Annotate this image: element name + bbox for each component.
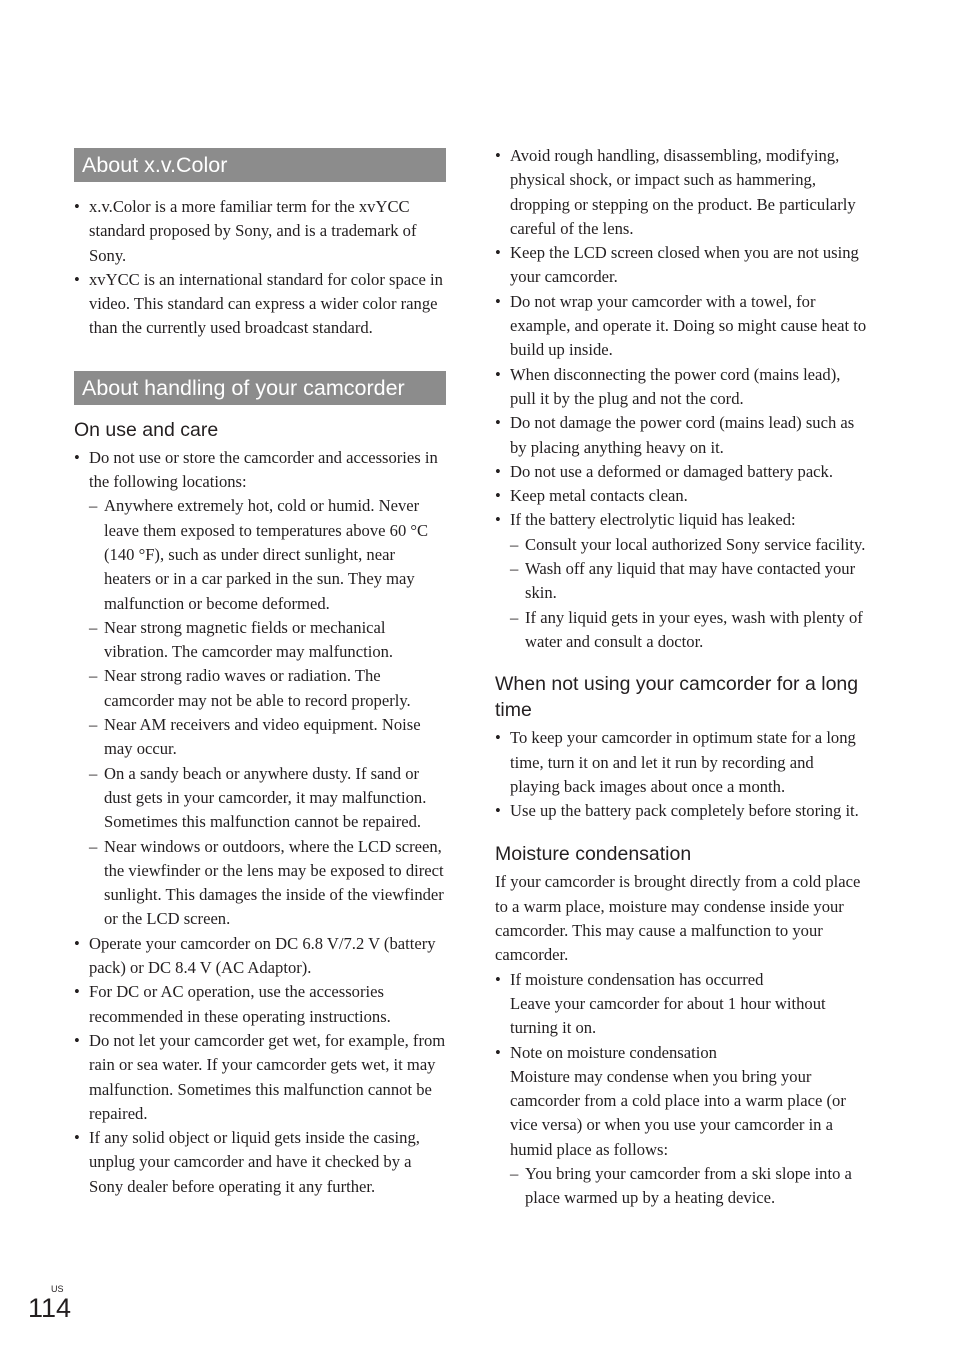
subhead-use-and-care: On use and care xyxy=(74,418,219,441)
list-item: – If any liquid gets in your eyes, wash with plenty of water and consult a doctor. xyxy=(510,606,867,655)
left-column xyxy=(74,0,446,1199)
not-using-list xyxy=(495,726,867,823)
list-item: – Near strong magnetic fields or mechanical vibration. The camcorder may malfunction. xyxy=(89,616,446,665)
note-body: Moisture may condense when you bring your camcorder from a cold place into a warm place (or vice versa) or when you use your camcorder in a humid place as follows: xyxy=(510,1066,846,1159)
list-item: • Avoid rough handling, disassembling, modifying, physical shock, or impact such as hammering, dropping or stepping on the product. Be particularly careful of the lens. xyxy=(495,144,867,241)
list-item: • Keep metal contacts clean. xyxy=(495,484,867,508)
list-item: • Do not damage the power cord (mains lead) such as by placing anything heavy on it. xyxy=(495,411,867,460)
list-item: – Consult your local authorized Sony service facility. xyxy=(510,533,867,557)
list-item: • Use up the battery pack completely before storing it. xyxy=(495,799,867,823)
list-item: • Do not let your camcorder get wet, for example, from rain or sea water. If your camcorder gets wet, it may malfunction. Sometimes this malfunction cannot be repaired. xyxy=(74,1029,446,1126)
list-item: • Operate your camcorder on DC 6.8 V/7.2 V (battery pack) or DC 8.4 V (AC Adaptor). xyxy=(74,932,446,981)
moisture-list xyxy=(495,968,867,1211)
list-item: – Anywhere extremely hot, cold or humid. Never leave them exposed to temperatures above 60 °C (140 °F), such as under direct sunlight, near heaters or in a car parked in the sun. They may malfunction or become deformed. xyxy=(89,494,446,615)
page-region-code: US xyxy=(51,1284,64,1294)
page-number: 114 xyxy=(28,1293,72,1323)
list-item: • If any solid object or liquid gets inside the casing, unplug your camcorder and have it checked by a Sony dealer before operating it any further. xyxy=(74,1126,446,1199)
locations-list xyxy=(89,494,446,931)
xvcolor-list xyxy=(74,195,446,341)
moisture-cases xyxy=(510,1162,867,1211)
subhead-moisture: Moisture condensation xyxy=(495,843,692,866)
locations-intro: Do not use or store the camcorder and accessories in the following locations: xyxy=(89,447,438,492)
list-item: • x.v.Color is a more familiar term for the xvYCC standard proposed by Sony, and is a trademark of Sony. xyxy=(74,195,446,268)
right-column xyxy=(495,0,867,1211)
occurred-body: Leave your camcorder for about 1 hour without turning it on. xyxy=(510,993,826,1038)
care-list xyxy=(495,144,867,654)
moisture-intro: If your camcorder is brought directly from a cold place to a warm place, moisture may condense inside your camcorder. This may cause a malfunction to your camcorder. xyxy=(495,872,861,965)
section-title-handling: About handling of your camcorder xyxy=(74,371,446,405)
leak-steps xyxy=(510,533,867,654)
subhead-not-using: When not using your camcorder for a long time xyxy=(495,673,859,722)
list-item: – On a sandy beach or anywhere dusty. If sand or dust gets in your camcorder, it may malfunction. Sometimes this malfunction cannot be repaired. xyxy=(89,762,446,835)
list-item xyxy=(495,1041,867,1211)
list-item: • For DC or AC operation, use the accessories recommended in these operating instructions. xyxy=(74,980,446,1029)
leak-intro: If the battery electrolytic liquid has leaked: xyxy=(510,510,796,530)
list-item xyxy=(495,968,867,1041)
list-item: – Near AM receivers and video equipment. Noise may occur. xyxy=(89,713,446,762)
list-item: • xvYCC is an international standard for color space in video. This standard can express a wider color range than the currently used broadcast standard. xyxy=(74,268,446,341)
list-item: – Near strong radio waves or radiation. The camcorder may not be able to record properly. xyxy=(89,664,446,713)
list-item xyxy=(74,446,446,932)
list-item: – Near windows or outdoors, where the LCD screen, the viewfinder or the lens may be exposed to direct sunlight. This damages the inside of the viewfinder or the LCD screen. xyxy=(89,835,446,932)
list-item: • Keep the LCD screen closed when you are not using your camcorder. xyxy=(495,241,867,290)
list-item: – You bring your camcorder from a ski slope into a place warmed up by a heating device. xyxy=(510,1162,867,1211)
use-care-list xyxy=(74,446,446,1199)
list-item: • To keep your camcorder in optimum state for a long time, turn it on and let it run by recording and playing back images about once a month. xyxy=(495,726,867,799)
list-item: • Do not wrap your camcorder with a towel, for example, and operate it. Doing so might cause heat to build up inside. xyxy=(495,290,867,363)
list-item xyxy=(495,508,867,654)
note-heading: • Note on moisture condensation xyxy=(510,1042,717,1062)
list-item: • Do not use a deformed or damaged battery pack. xyxy=(495,460,867,484)
list-item: – Wash off any liquid that may have contacted your skin. xyxy=(510,557,867,606)
section-title-xvcolor: About x.v.Color xyxy=(74,148,446,182)
occurred-heading: • If moisture condensation has occurred xyxy=(510,969,764,989)
list-item: • When disconnecting the power cord (mains lead), pull it by the plug and not the cord. xyxy=(495,363,867,412)
